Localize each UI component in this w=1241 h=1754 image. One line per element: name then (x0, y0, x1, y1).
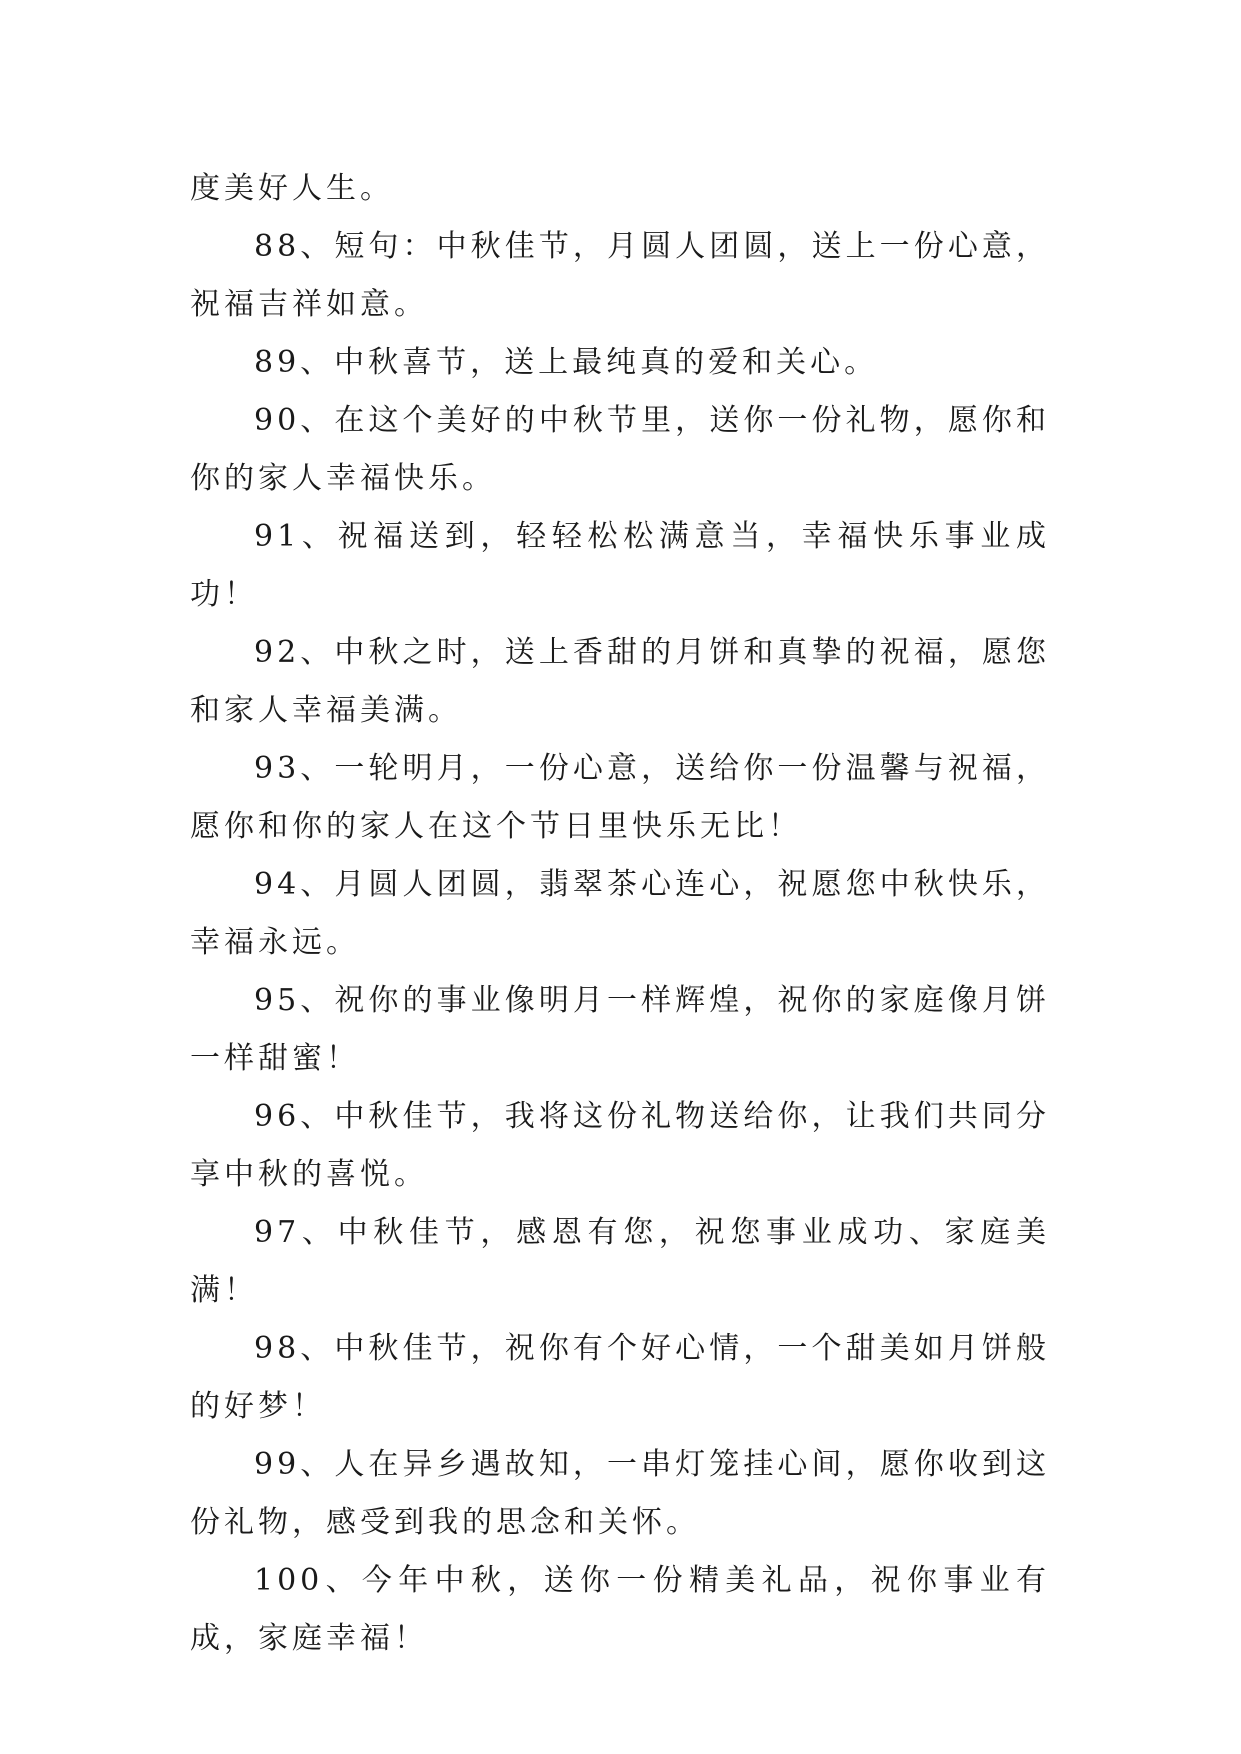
paragraph-97: 97、中秋佳节，感恩有您，祝您事业成功、家庭美满！ (190, 1215, 1050, 1308)
paragraph-98: 98、中秋佳节，祝你有个好心情，一个甜美如月饼般的好梦！ (190, 1331, 1050, 1424)
paragraph-88: 88、短句：中秋佳节，月圆人团圆，送上一份心意，祝福吉祥如意。 (190, 229, 1050, 322)
paragraph-100: 100、今年中秋，送你一份精美礼品，祝你事业有成，家庭幸福！ (190, 1563, 1050, 1656)
paragraph-99: 99、人在异乡遇故知，一串灯笼挂心间，愿你收到这份礼物，感受到我的思念和关怀。 (190, 1447, 1050, 1540)
paragraph-94: 94、月圆人团圆，翡翠茶心连心，祝愿您中秋快乐，幸福永远。 (190, 867, 1050, 960)
paragraph-continuation: 度美好人生。 (190, 171, 394, 206)
paragraph-90: 90、在这个美好的中秋节里，送你一份礼物，愿你和你的家人幸福快乐。 (190, 403, 1050, 496)
document-body (190, 160, 1050, 1668)
paragraph-91: 91、祝福送到，轻轻松松满意当，幸福快乐事业成功！ (190, 519, 1050, 612)
paragraph-93: 93、一轮明月，一份心意，送给你一份温馨与祝福，愿你和你的家人在这个节日里快乐无比！ (190, 751, 1050, 844)
paragraph-96: 96、中秋佳节，我将这份礼物送给你，让我们共同分享中秋的喜悦。 (190, 1099, 1050, 1192)
paragraph-95: 95、祝你的事业像明月一样辉煌，祝你的家庭像月饼一样甜蜜！ (190, 983, 1050, 1076)
paragraph-92: 92、中秋之时，送上香甜的月饼和真挚的祝福，愿您和家人幸福美满。 (190, 635, 1050, 728)
paragraph-89: 89、中秋喜节，送上最纯真的爱和关心。 (254, 345, 879, 380)
